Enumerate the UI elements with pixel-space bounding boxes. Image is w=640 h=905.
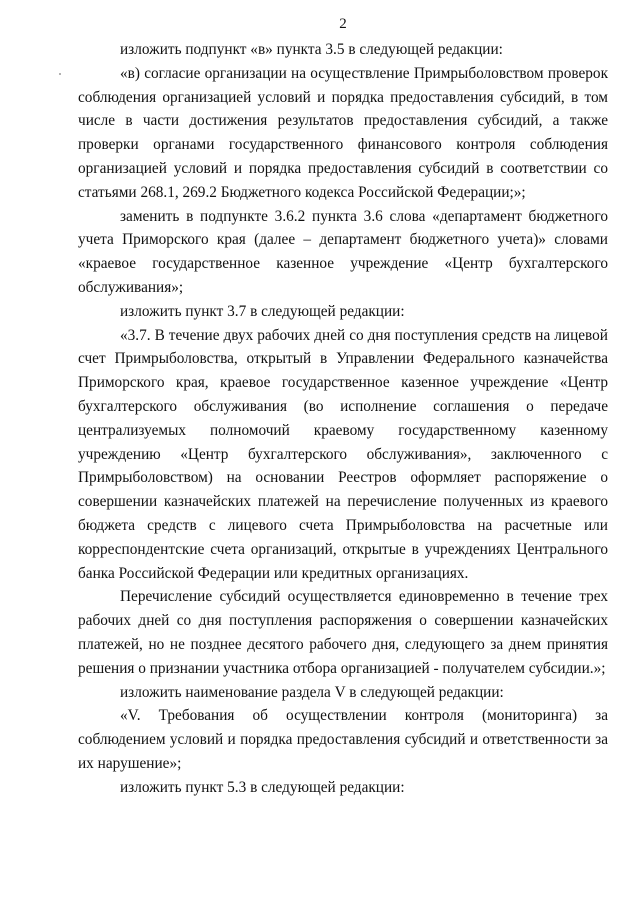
document-body [78, 38, 608, 800]
paragraph-item-3-7: «3.7. В течение двух рабочих дней со дня поступления средств на лицевой счет Примрыболовства, открытый в Управлении Федерального казначейства Приморского края, краевое государственное казенное учреждение «Центр бухгалтерского обслуживания (во исполнение соглашения о передаче централизуемых полномочий краевому государственному казенному учреждению «Центр бухгалтерского обслуживания», заключенного с Примрыболовством) на основании Реестров оформляет распоряжение о совершении казначейских платежей на перечисление полученных из краевого бюджета средств с лицевого счета Примрыболовства на расчетные или корреспондентские счета организаций, открытые в учреждениях Центрального банка Российской Федерации или кредитных организациях. [78, 326, 608, 582]
paragraph-amend-3-7: изложить пункт 3.7 в следующей редакции: [120, 302, 405, 320]
paragraph-transfer-subsidies: Перечисление субсидий осуществляется единовременно в течение трех рабочих дней со дня поступления распоряжения о совершении казначейских платежей, но не позднее десятого рабочего дня, следующего за днем принятия решения о признании участника отбора организацией - получателем субсидии.»; [78, 588, 608, 677]
paragraph-amend-section-v: изложить наименование раздела V в следующей редакции: [120, 683, 504, 701]
paragraph-replace-3-6-2: заменить в подпункте 3.6.2 пункта 3.6 слова «департамент бюджетного учета Приморского края (далее – департамент бюджетного учета)» словами «краевое государственное казенное учреждение «Центр бухгалтерского обслуживания»; [78, 207, 608, 296]
paragraph-amend-5-3: изложить пункт 5.3 в следующей редакции: [120, 778, 405, 796]
scan-artifact-dot [59, 73, 61, 75]
paragraph-amend-3-5: изложить подпункт «в» пункта 3.5 в следующей редакции: [120, 41, 503, 58]
paragraph-subitem-v: «в) согласие организации на осуществление Примрыболовством проверок соблюдения организацией условий и порядка предоставления субсидий, в том числе в части достижения результатов предоставления субсидий, а также проверки органами государственного финансового контроля соблюдения организацией условий и порядка предоставления субсидий в соответствии со статьями 268.1, 269.2 Бюджетного кодекса Российской Федерации;»; [78, 64, 608, 201]
page-number: 2 [339, 16, 347, 32]
paragraph-section-v-title: «V. Требования об осуществлении контроля (мониторинга) за соблюдением условий и порядка предоставления субсидий и ответственности за их нарушение»; [78, 707, 608, 772]
